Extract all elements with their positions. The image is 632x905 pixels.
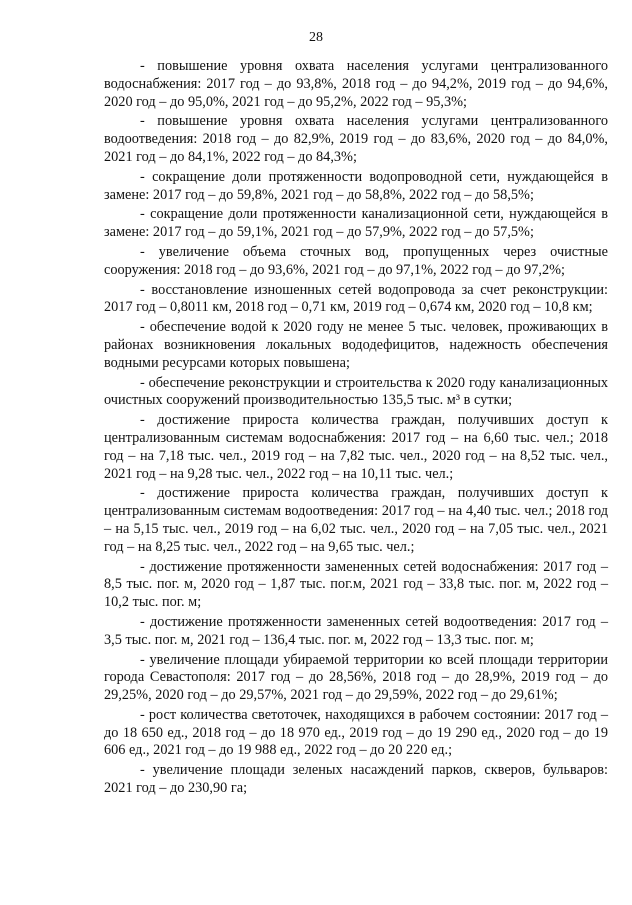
document-body <box>104 58 608 800</box>
list-item: - повышение уровня охвата населения услугами централизованного водоснабжения: 2017 год – до 93,8%, 2018 год – до 94,2%, 2019 год – до 94,6%, 2020 год – до 95,0%, 2021 год – до 95,2%, 2022 год – 95,3%; <box>104 58 608 110</box>
page-number: 28 <box>309 30 323 45</box>
list-item: - увеличение площади зеленых насаждений парков, скверов, бульваров: 2021 год – до 230,90 га; <box>104 762 608 797</box>
list-item: - обеспечение водой к 2020 году не менее 5 тыс. человек, проживающих в районах возникновения локальных вододефицитов, надежность обеспечения водными ресурсами которых повышена; <box>104 319 608 371</box>
list-item: - рост количества светоточек, находящихся в рабочем состоянии: 2017 год – до 18 650 ед., 2018 год – до 18 970 ед., 2019 год – до 19 290 ед., 2020 год – до 19 606 ед., 2021 год – до 19 988 ед., 2022 год – до 20 220 ед.; <box>104 706 608 759</box>
list-item: - увеличение площади убираемой территории ко всей площади территории города Севастополя: 2017 год – до 28,56%, 2018 год – до 28,9%, 2019 год – до 29,25%, 2020 год – до 29,57%, 2021 год – до 29,59%, 2022 год – до 29,61%; <box>104 651 608 704</box>
list-item: - обеспечение реконструкции и строительства к 2020 году канализационных очистных сооружений производительностью 135,5 тыс. м³ в сутки; <box>104 374 608 409</box>
list-item: - сокращение доли протяженности канализационной сети, нуждающейся в замене: 2017 год – до 59,1%, 2021 год – до 57,9%, 2022 год – до 57,5%; <box>104 206 608 241</box>
list-item: - повышение уровня охвата населения услугами централизованного водоотведения: 2018 год – до 82,9%, 2019 год – до 83,6%, 2020 год – до 84,0%, 2021 год – до 84,1%, 2022 год – до 84,3%; <box>104 113 608 165</box>
list-item: - сокращение доли протяженности водопроводной сети, нуждающейся в замене: 2017 год – до 59,8%, 2021 год – до 58,8%, 2022 год – до 58,5%; <box>104 168 608 203</box>
list-item: - достижение протяженности замененных сетей водоснабжения: 2017 год – 8,5 тыс. пог. м, 2020 год – 1,87 тыс. пог.м, 2021 год – 33,8 тыс. пог. м, 2022 год – 10,2 тыс. пог. м; <box>104 558 608 611</box>
list-item: - увеличение объема сточных вод, пропущенных через очистные сооружения: 2018 год – до 93,6%, 2021 год – до 97,1%, 2022 год – до 97,2%; <box>104 243 608 278</box>
list-item: - достижение протяженности замененных сетей водоотведения: 2017 год – 3,5 тыс. пог. м, 2021 год – 136,4 тыс. пог. м, 2022 год – 13,3 тыс. пог. м; <box>104 613 608 648</box>
list-item: - достижение прироста количества граждан, получивших доступ к централизованным системам водоснабжения: 2017 год – на 6,60 тыс. чел.; 2018 год – на 7,18 тыс. чел., 2019 год – на 7,82 тыс. чел., 2020 год – на 8,52 тыс. чел., 2021 год – на 9,28 тыс. чел., 2022 год – на 10,11 тыс. чел.; <box>104 412 608 482</box>
list-item: - восстановление изношенных сетей водопровода за счет реконструкции: 2017 год – 0,8011 км, 2018 год – 0,71 км, 2019 год – 0,674 км, 2020 год – 10,8 км; <box>104 281 608 316</box>
list-item: - достижение прироста количества граждан, получивших доступ к централизованным системам водоотведения: 2017 год – на 4,40 тыс. чел.; 2018 год – на 5,15 тыс. чел., 2019 год – на 6,02 тыс. чел., 2020 год – на 7,05 тыс. чел., 2021 год – на 8,25 тыс. чел., 2022 год – на 9,65 тыс. чел.; <box>104 485 608 555</box>
